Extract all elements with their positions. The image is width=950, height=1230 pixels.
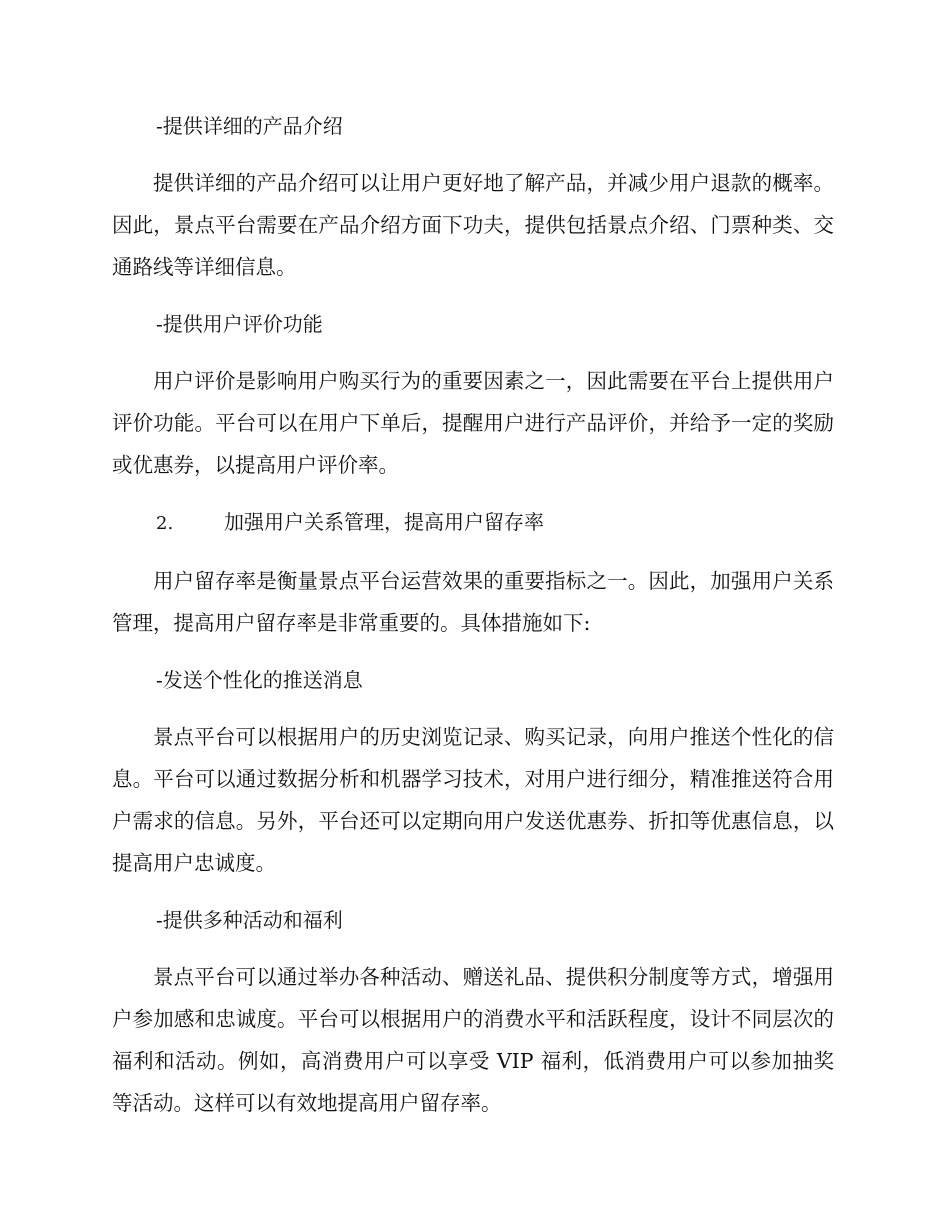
paragraph-user-reviews: 用户评价是影响用户购买行为的重要因素之一，因此需要在平台上提供用户评价功能。平台可以在用户下单后，提醒用户进行产品评价，并给予一定的奖励或优惠券，以提高用户评价率。	[112, 369, 834, 477]
paragraph-personalized-push: 景点平台可以根据用户的历史浏览记录、购买记录，向用户推送个性化的信息。平台可以通过数据分析和机器学习技术，对用户进行细分，精准推送符合用户需求的信息。另外，平台还可以定期向用户发送优惠券、折扣等优惠信息，以提高用户忠诚度。	[112, 725, 834, 875]
subheading-personalized-push: -发送个性化的推送消息	[156, 668, 363, 692]
paragraph-activities-benefits: 景点平台可以通过举办各种活动、赠送礼品、提供积分制度等方式，增强用户参加感和忠诚度。平台可以根据用户的消费水平和活跃程度，设计不同层次的福利和活动。例如，高消费用户可以享受 VIP 福利，低消费用户可以参加抽奖等活动。这样可以有效地提高用户留存率。	[112, 965, 834, 1115]
paragraph-retention: 用户留存率是衡量景点平台运营效果的重要指标之一。因此，加强用户关系管理，提高用户留存率是非常重要的。具体措施如下:	[112, 569, 834, 635]
document-body	[112, 108, 834, 1142]
section-number: 2.	[156, 513, 174, 534]
subheading-product-intro: -提供详细的产品介绍	[156, 114, 343, 138]
section-heading-2	[112, 504, 834, 542]
paragraph-product-intro: 提供详细的产品介绍可以让用户更好地了解产品，并减少用户退款的概率。因此，景点平台需要在产品介绍方面下功夫，提供包括景点介绍、门票种类、交通路线等详细信息。	[112, 171, 834, 279]
subheading-user-reviews: -提供用户评价功能	[156, 312, 323, 336]
section-title: 加强用户关系管理，提高用户留存率	[224, 510, 544, 534]
subheading-activities-benefits: -提供多种活动和福利	[156, 908, 343, 932]
